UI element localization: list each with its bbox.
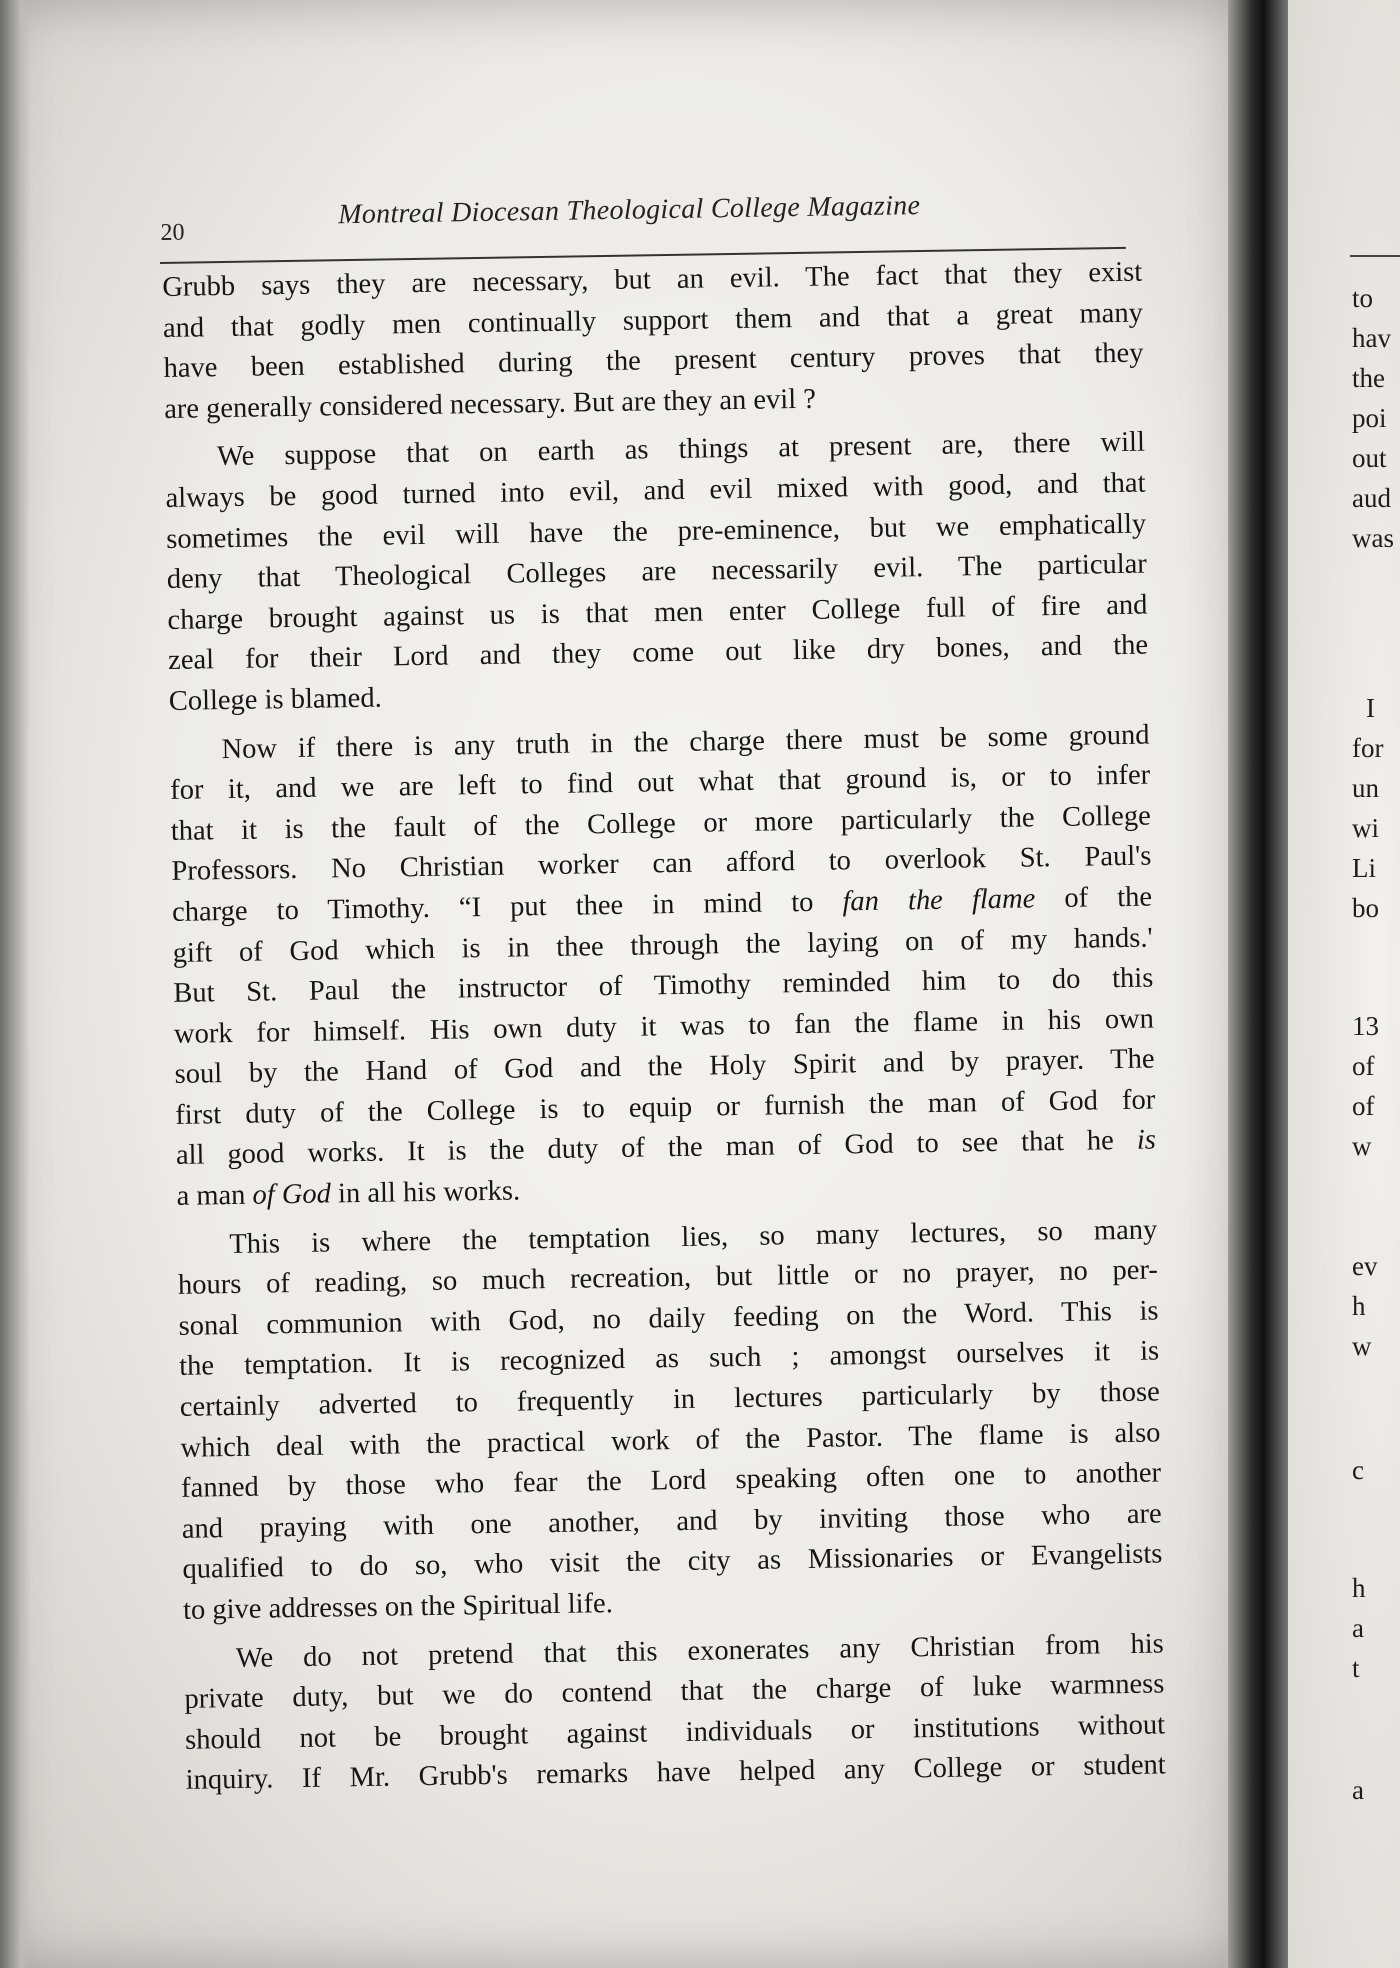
fragment: for	[1352, 733, 1384, 763]
fragment: a	[1352, 1775, 1364, 1805]
text-line: the temptation. It is recognized as such ; amongst ourselves it is	[179, 1335, 1160, 1383]
fragment: aud	[1352, 483, 1391, 513]
text-line: should not be brought against individuals or institutions without	[184, 1709, 1166, 1756]
text-line: work for himself. His own duty it was to fan the flame in his own	[173, 1003, 1155, 1050]
paragraph-5	[184, 1624, 1166, 1802]
fragment: to	[1352, 283, 1374, 313]
text-segment: a man	[176, 1179, 246, 1212]
italic-phrase: is	[1136, 1124, 1157, 1157]
paragraph-1	[162, 253, 1144, 431]
text-segment: all good works. It is the duty of the man of God to see that he	[175, 1125, 1115, 1172]
text-segment: in all his works.	[337, 1175, 521, 1210]
fragment: poi	[1352, 403, 1387, 433]
text-line: and praying with one another, and by inviting those who are	[181, 1498, 1162, 1545]
text-line: Professors. No Christian worker can afford to overlook St. Paul's	[171, 840, 1152, 888]
text-line: sonal communion with God, no daily feeding on the Word. This is	[178, 1295, 1159, 1342]
text-segment: charge to Timothy. “I put thee in mind to	[171, 886, 814, 928]
text-line: We suppose that on earth as things at present are, there will	[216, 426, 1146, 473]
text-line: and that godly men continually support them and that a great many	[162, 297, 1144, 344]
text-line: gift of God which is in thee through the laying on of my hands.'	[172, 922, 1153, 969]
paragraph-2	[165, 423, 1149, 723]
fragment: hav	[1352, 323, 1391, 353]
text-line: that it is the fault of the College or more particularly the College	[170, 800, 1151, 847]
text-line: We do not pretend that this exonerates any Christian from his	[235, 1628, 1164, 1674]
fragment: out	[1352, 443, 1387, 473]
text-line: But St. Paul the instructor of Timothy reminded him to do this	[173, 962, 1154, 1010]
facing-page-rule	[1350, 255, 1400, 257]
book-gutter	[1228, 0, 1288, 1968]
fragment: was	[1352, 523, 1394, 553]
text-line: sometimes the evil will have the pre-eminence, but we emphatically	[166, 508, 1147, 555]
fragment: I	[1366, 693, 1375, 723]
text-line: have been established during the present century proves that they	[163, 337, 1144, 385]
text-line: soul by the Hand of God and the Holy Spirit and by prayer. The	[174, 1043, 1155, 1091]
running-head: Montreal Diocesan Theological College Magazine	[338, 190, 921, 231]
fragment: bo	[1352, 893, 1379, 923]
text-line: always be good turned into evil, and evil mixed with good, and that	[165, 467, 1146, 514]
fragment: h	[1352, 1291, 1366, 1321]
text-line: first duty of the College is to equip or furnish the man of God for	[175, 1084, 1156, 1131]
text-line: private duty, but we do contend that the charge of luke warmness	[184, 1668, 1165, 1716]
page-number: 20	[160, 219, 185, 246]
fragment: of	[1352, 1051, 1375, 1081]
italic-phrase: of God	[252, 1178, 332, 1211]
fragment: 13	[1352, 1011, 1379, 1041]
text-line: are generally considered necessary. But are they an evil ?	[163, 383, 817, 425]
text-line: Now if there is any truth in the charge there must be some ground	[221, 719, 1150, 765]
fragment: the	[1352, 363, 1385, 393]
paragraph-3	[169, 715, 1157, 1217]
fragment: wi	[1352, 813, 1379, 843]
fragment: ev	[1352, 1251, 1378, 1281]
text-line: hours of reading, so much recreation, but little or no prayer, no per-	[177, 1254, 1159, 1302]
fragment: Li	[1352, 853, 1376, 883]
facing-page	[1288, 0, 1400, 1968]
text-line: qualified to do so, who visit the city as Missionaries or Evangelists	[182, 1538, 1163, 1586]
text-line: fanned by those who fear the Lord speaking often one to another	[180, 1457, 1162, 1505]
page-edge-shadow	[0, 0, 30, 1968]
fragment: un	[1352, 773, 1379, 803]
article-body	[162, 253, 1166, 1802]
fragment: h	[1352, 1573, 1366, 1603]
text-line: This is where the temptation lies, so many lectures, so many	[229, 1214, 1158, 1260]
text-line: for it, and we are left to find out what that ground is, or to infer	[169, 759, 1151, 807]
italic-phrase: fan the flame	[842, 883, 1036, 918]
text-line: Grubb says they are necessary, but an evil. The fact that they exist	[162, 256, 1143, 303]
text-line: inquiry. If Mr. Grubb's remarks have helped any College or student	[185, 1749, 1166, 1797]
text-line: zeal for their Lord and they come out like dry bones, and the	[167, 629, 1149, 677]
paragraph-4	[177, 1210, 1163, 1631]
text-line: charge brought against us is that men enter College full of fire and	[167, 589, 1148, 636]
text-line: certainly adverted to frequently in lectures particularly by those	[179, 1376, 1161, 1423]
fragment: t	[1352, 1653, 1360, 1683]
fragment: c	[1352, 1455, 1364, 1485]
fragment: w	[1352, 1131, 1372, 1161]
text-line: deny that Theological Colleges are necessarily evil. The particular	[166, 548, 1148, 596]
text-line: College is blamed.	[168, 682, 382, 717]
fragment: a	[1352, 1613, 1364, 1643]
fragment: w	[1352, 1331, 1372, 1361]
text-line: which deal with the practical work of the Pastor. The flame is also	[180, 1417, 1161, 1464]
fragment: of	[1352, 1091, 1375, 1121]
text-segment: of the	[1064, 881, 1153, 914]
text-line: to give addresses on the Spiritual life.	[182, 1588, 614, 1626]
